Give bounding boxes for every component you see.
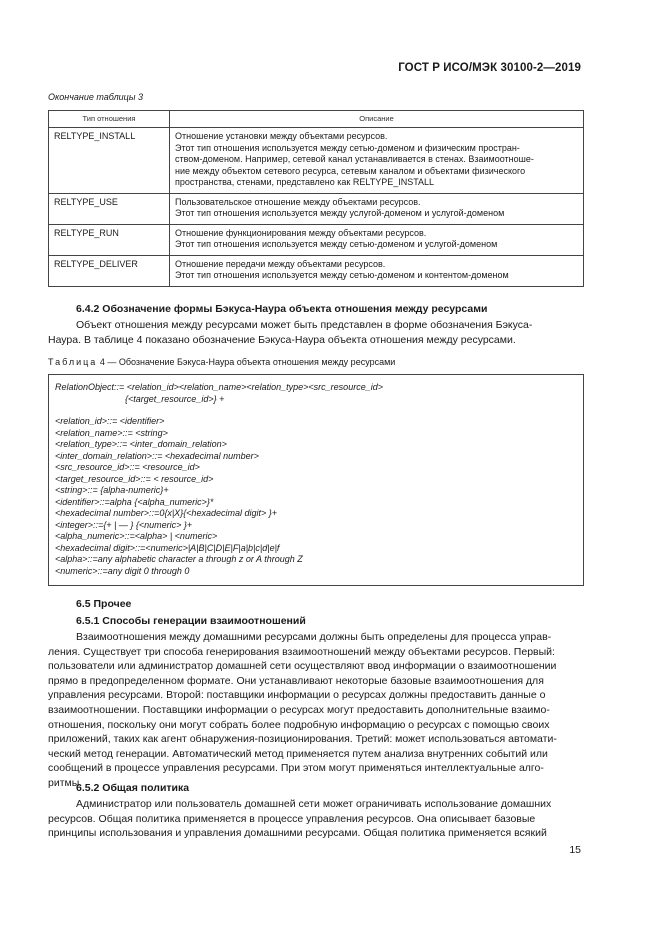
standard-header: ГОСТ Р ИСО/МЭК 30100-2—2019 xyxy=(398,62,581,74)
relation-type-cell: RELTYPE_RUN xyxy=(49,224,170,255)
relation-type-cell: RELTYPE_INSTALL xyxy=(49,128,170,194)
paragraph-line: ления. Существует три способа генерирования взаимоотношений между объектами ресурсов. Первый: xyxy=(48,645,555,658)
description-line: ством-доменом. Например, сетевой канал устанавливается в стенах. Взаимоотноше- xyxy=(175,154,534,164)
table4-number: 4 xyxy=(99,357,105,367)
paragraph-line: Администратор или пользователь домашней сети может ограничивать использование домашних xyxy=(76,798,552,810)
description-line: Отношение функционирования между объектами ресурсов. xyxy=(175,227,427,238)
paragraph-6-4-2 xyxy=(48,318,584,347)
paragraph-line: Объект отношения между ресурсами может быть представлен в форме обозначения Бэкуса- xyxy=(76,319,533,331)
paragraph-line: отношения, поскольку они могут собрать более подробную информацию о ресурсах с помощью своих xyxy=(48,718,550,731)
description-line: Отношение установки между объектами ресурсов. xyxy=(175,131,388,141)
paragraph-6-5-1 xyxy=(48,630,584,791)
bnf-rule: <hexadecimal digit>::=<numeric>|A|B|C|D|E|F|a|b|c|d|e|f xyxy=(55,542,280,553)
description-cell xyxy=(170,128,584,194)
description-line: Пользовательское отношение между объектами ресурсов. xyxy=(175,196,421,207)
paragraph-line: принципы использования и управления домашними ресурсами. Общая политика применяется всякий xyxy=(48,827,547,840)
description-cell xyxy=(170,224,584,255)
bnf-rule: <relation_id>::= <identifier> xyxy=(55,416,165,426)
table-row xyxy=(49,224,584,255)
paragraph-line: ресурсов. Общая политика применяется в процессе управления ресурсов. Она описывает базовые xyxy=(48,812,536,825)
bnf-rule: <src_resource_id>::= <resource_id> xyxy=(55,462,200,472)
description-line: Отношение передачи между объектами ресурсов. xyxy=(175,258,386,269)
bnf-line: RelationObject::= <relation_id><relation_name><relation_type><src_resource_id> xyxy=(55,382,383,392)
bnf-rule: <identifier>::=alpha {<alpha_numeric>}* xyxy=(55,496,214,507)
table-header-row xyxy=(49,111,584,128)
paragraph-line: прямо в предопределенном формате. Они устанавливают некоторые базовые взаимоотношения для xyxy=(48,674,544,687)
bnf-rule: <relation_name>::= <string> xyxy=(55,427,168,438)
paragraph-line: Наура. В таблице 4 показано обозначение Бэкуса-Наура объекта отношения между ресурсами. xyxy=(48,333,516,346)
column-header-type: Тип отношения xyxy=(49,111,170,128)
table4-title: — Обозначение Бэкуса-Наура объекта отношения между ресурсами xyxy=(107,357,396,367)
description-line: пространства, стенами, представлено как RELTYPE_INSTALL xyxy=(175,177,435,187)
paragraph-line: ческий метод генерации. Автоматический метод применяется путем анализа внутренних событий или xyxy=(48,747,548,760)
bnf-rule: <numeric>::=any digit 0 through 0 xyxy=(55,565,190,576)
paragraph-line: Взаимоотношения между домашними ресурсами должны быть определены для процесса управ- xyxy=(76,631,552,643)
description-line: ние между объектом сетевого ресурса, сетевым каналом и объектами физического xyxy=(175,165,526,176)
table-row xyxy=(49,255,584,286)
column-header-description: Описание xyxy=(170,111,584,128)
table-row xyxy=(49,193,584,224)
description-line: Этот тип отношения используется между сетью-доменом и услугой-доменом xyxy=(175,239,498,249)
description-cell xyxy=(170,193,584,224)
bnf-rule: <alpha>::=any alphabetic character a through z or A through Z xyxy=(55,554,303,564)
paragraph-line: сообщений в процессе управления ресурсами. При этом могут применяться интеллектуальные алго- xyxy=(48,762,544,775)
table4-caption xyxy=(48,357,395,367)
bnf-rule: <string>::= {alpha-numeric}+ xyxy=(55,485,169,495)
table4-label: Таблица xyxy=(48,357,98,367)
paragraph-6-5-2 xyxy=(48,797,584,841)
section-heading-6-5: 6.5 Прочее xyxy=(76,598,132,610)
bnf-rule: <hexadecimal number>::=0{x|X}{<hexadecimal digit> }+ xyxy=(55,508,277,518)
description-line: Этот тип отношения используется между сетью-доменом и контентом-доменом xyxy=(175,270,509,280)
relation-type-cell: RELTYPE_DELIVER xyxy=(49,255,170,286)
bnf-rule: <relation_type>::= <inter_domain_relation> xyxy=(55,439,227,449)
bnf-notation-box xyxy=(48,374,584,586)
description-line: Этот тип отношения используется между услугой-доменом и услугой-доменом xyxy=(175,208,505,218)
description-cell xyxy=(170,255,584,286)
paragraph-line: управления ресурсами. Второй: поставщики информации о ресурсах должны предоставить данные о xyxy=(48,689,546,702)
section-heading-6-5-2: 6.5.2 Общая политика xyxy=(76,782,190,794)
section-heading-6-5-1: 6.5.1 Способы генерации взаимоотношений xyxy=(76,615,306,627)
paragraph-line: пользователи или администратор домашней сети осуществляют ввод информации о взаимоотношении xyxy=(48,660,557,673)
section-heading-6-4-2: 6.4.2 Обозначение формы Бэкуса-Наура объекта отношения между ресурсами xyxy=(76,303,488,315)
table-row xyxy=(49,128,584,194)
table3-continuation-caption: Окончание таблицы 3 xyxy=(48,92,143,102)
bnf-line: {<target_resource_id>} + xyxy=(55,393,225,404)
description-line: Этот тип отношения используется между сетью-доменом и физическим простран- xyxy=(175,142,520,153)
relation-type-cell: RELTYPE_USE xyxy=(49,193,170,224)
page-number: 15 xyxy=(569,844,581,856)
bnf-rule: <integer>::={+ | — } {<numeric> }+ xyxy=(55,519,193,530)
paragraph-line: ритмы. xyxy=(48,776,83,789)
bnf-rule: <inter_domain_relation>::= <hexadecimal number> xyxy=(55,450,259,461)
paragraph-line: взаимоотношении. Поставщики информации о ресурсах могут предоставить дополнительные взаимо- xyxy=(48,703,550,716)
relation-types-table xyxy=(48,110,584,287)
bnf-rule: <target_resource_id>::= < resource_id> xyxy=(55,473,214,484)
paragraph-line: приложений, таких как агент обнаружения-позиционирования. Третий: может использоваться автомати- xyxy=(48,733,557,746)
bnf-rule: <alpha_numeric>::=<alpha> | <numeric> xyxy=(55,531,218,541)
